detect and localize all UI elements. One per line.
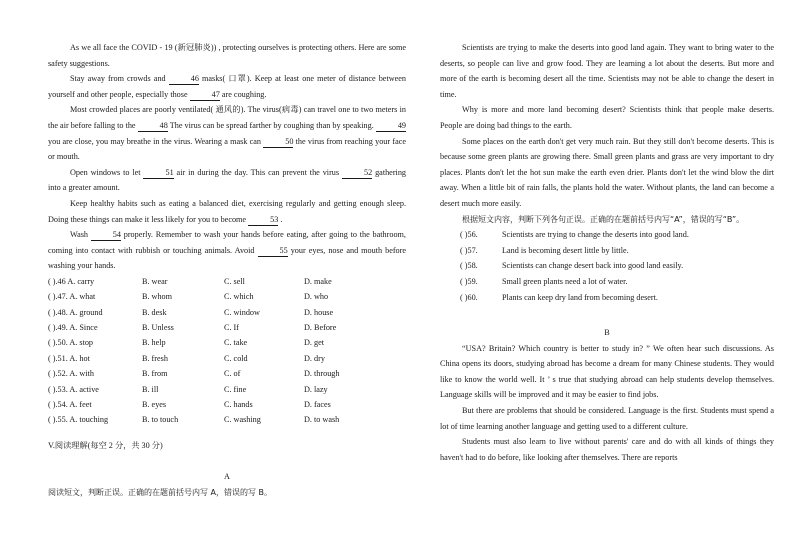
option-choice: C. sell [224, 276, 245, 286]
option-choice: B. from [142, 369, 168, 379]
option-choice: B. eyes [142, 399, 167, 409]
judgement-question [460, 258, 774, 274]
judgement-question [460, 290, 774, 306]
option-choice: C. hands [224, 399, 253, 409]
part-a-label: A [224, 472, 230, 482]
option-row [48, 397, 406, 412]
option-choice: D. house [304, 307, 334, 317]
judgement-question [460, 274, 774, 290]
paragraph-text: The virus can be spread farther by coughing than by speaking. [167, 120, 376, 130]
paragraph-text: air in during the day. This can prevent the virus [173, 167, 342, 177]
question-text: Scientists can change desert back into good land easily. [502, 261, 684, 271]
blank-number: 52 [342, 167, 372, 179]
option-choice: D. who [304, 292, 329, 302]
option-row [48, 335, 406, 350]
option-choice: B. desk [142, 307, 167, 317]
option-choice: B. wear [142, 276, 168, 286]
paragraph-text: the virus from reaching your face or mouth. [48, 136, 406, 162]
option-row [48, 382, 406, 397]
option-choice: C. washing [224, 415, 261, 425]
option-choice: D. through [304, 369, 340, 379]
option-choice: C. If [224, 322, 240, 332]
paragraph-text: Keep healthy habits such as eating a balanced diet, exercising regularly and getting enough sleep. Doing these things can make it less likely for you to become [48, 198, 406, 224]
judgement-question [460, 227, 774, 243]
paragraph-text: Wash [70, 230, 91, 240]
cloze-paragraph [48, 165, 406, 196]
option-choice: C. fine [224, 384, 247, 394]
paragraph-text: Most crowded places are poorly ventilated( 通风的). The virus(病毒) can travel one to two meters in the air before falling to the [48, 105, 406, 130]
paragraph-text: masks( 口罩). Keep at least one meter of distance between yourself and other people, especially those [48, 74, 406, 99]
answer-bracket: ( )56. [460, 230, 478, 240]
question-option-a: ( ).51. A. hot [48, 353, 90, 363]
cloze-paragraph [48, 227, 406, 274]
paragraph-text: Stay away from crowds and [70, 74, 169, 84]
option-row [48, 305, 406, 320]
question-text: Small green plants need a lot of water. [502, 276, 628, 286]
blank-number: 53 [248, 214, 278, 226]
cloze-paragraph [48, 196, 406, 227]
passage-b-paragraph: Students must also learn to live without parents' care and do with all kinds of things they haven't had to do before, like looking after themselves. There are reports [440, 437, 774, 462]
answer-bracket: ( )60. [460, 292, 478, 302]
blank-number: 46 [169, 73, 199, 85]
blank-number: 47 [190, 89, 220, 101]
paragraph-text: are coughing. [219, 89, 267, 99]
question-option-a: ( ).46 A. carry [48, 276, 95, 286]
paragraph-text: your eyes, nose and mouth before washing your hands. [48, 245, 407, 271]
option-choice: D. lazy [304, 384, 328, 394]
blank-number: 49 [376, 120, 406, 132]
option-choice: D. get [304, 338, 325, 348]
question-option-a: ( ).50. A. stop [48, 338, 94, 348]
blank-number: 55 [258, 245, 288, 257]
cloze-paragraph [48, 40, 406, 71]
option-choice: C. of [224, 369, 241, 379]
answer-bracket: ( )59. [460, 276, 478, 286]
question-option-a: ( ).49. A. Since [48, 322, 98, 332]
passage-a-paragraph: Scientists are trying to make the deserts into good land again. They want to bring water to the deserts, so people can live and grow food. They are learning a lot about the deserts. But more and more of the earth is becoming desert all the time. Scientists may not be able to change the desert in time. [440, 43, 774, 99]
option-choice: D. to wash [304, 415, 340, 425]
question-text: Scientists are trying to change the deserts into good land. [502, 230, 689, 240]
judgement-instruction: 根据短文内容，判断下列各句正误。正确的在题前括号内写“A”，错误的写“B”。 [462, 214, 745, 224]
passage-a-paragraph: Some places on the earth don't get very much rain. But they still don't become deserts. This is because some green plants are growing there. Small green plants and grass are very important to dry places. Plants don't let the hot sun make the earth even drier. Plants don't let the wind blow the dirt away. When a little bit of rain falls, the plants hold the water. Without plants, the land can become a desert much more easily. [440, 136, 774, 208]
question-option-a: ( ).52. A. with [48, 369, 94, 379]
left-column [48, 40, 406, 501]
paragraph-text: As we all face the COVID - 19 (新冠肺炎)) , protecting ourselves is protecting others. Here are some safety suggestions. [48, 43, 406, 68]
option-choice: C. take [224, 338, 248, 348]
blank-number: 51 [143, 167, 173, 179]
paragraph-text: gathering into a greater amount. [48, 167, 407, 193]
judgement-question [460, 243, 774, 259]
option-choice: C. window [224, 307, 260, 317]
section-heading: V.阅读理解(每空 2 分，共 30 分) [48, 440, 163, 450]
passage-b-paragraph: But there are problems that should be considered. Language is the first. Students must spend a lot of time learning another language and getting used to a different culture. [440, 406, 774, 431]
option-choice: D. faces [304, 399, 331, 409]
option-choice: B. help [142, 338, 166, 348]
paragraph-text: properly. Remember to wash your hands before eating, after going to the bathroom, coming into contact with rubbish or touching animals. Avoid [48, 230, 406, 255]
blank-number: 48 [138, 120, 168, 132]
blank-number: 54 [91, 229, 121, 241]
question-option-a: ( ).53. A. active [48, 384, 99, 394]
option-choice: B. fresh [142, 353, 168, 363]
blank-number: 50 [263, 136, 293, 148]
answer-bracket: ( )58. [460, 261, 478, 271]
question-option-a: ( ).54. A. feet [48, 399, 92, 409]
option-row [48, 351, 406, 366]
option-choice: C. cold [224, 353, 248, 363]
option-choice: B. ill [142, 384, 159, 394]
judgement-questions [460, 227, 774, 305]
question-option-a: ( ).55. A. touching [48, 415, 109, 425]
option-row [48, 289, 406, 304]
paragraph-text: . [278, 214, 283, 224]
question-option-a: ( ).47. A. what [48, 292, 96, 302]
part-a-instruction: 阅读短文，判断正误。正确的在题前括号内写 A，错误的写 B。 [48, 488, 273, 497]
option-choice: D. Before [304, 322, 337, 332]
paragraph-text: Open windows to let [70, 167, 144, 177]
passage-a-paragraph: Why is more and more land becoming desert? Scientists think that people make deserts. People are doing bad things to the earth. [440, 105, 774, 130]
option-choice: D. make [304, 276, 332, 286]
paragraph-text: you are close, you may breathe in the virus. Wearing a mask can [48, 136, 264, 146]
option-choice: B. Unless [142, 322, 174, 332]
part-b-label: B [604, 328, 610, 338]
option-choice: C. which [224, 292, 254, 302]
option-choice: B. to touch [142, 415, 179, 425]
option-row [48, 320, 406, 335]
option-row [48, 366, 406, 381]
option-choice: D. dry [304, 353, 325, 363]
option-row [48, 412, 406, 427]
right-column [440, 40, 774, 465]
question-text: Plants can keep dry land from becoming desert. [502, 292, 658, 302]
cloze-paragraph [48, 71, 406, 102]
option-row [48, 274, 406, 289]
question-text: Land is becoming desert little by little. [502, 245, 629, 255]
question-option-a: ( ).48. A. ground [48, 307, 103, 317]
cloze-options [48, 274, 406, 428]
option-choice: B. whom [142, 292, 173, 302]
cloze-paragraph [48, 102, 406, 164]
passage-b-paragraph: “USA? Britain? Which country is better to study in? ” We often hear such discussions. As China opens its doors, studying abroad has become a dream for many Chinese students. They would like to know the world well. It ’ s true that studying abroad can help students develop themselves. Language skills will be improved and it may be easier to find jobs. [440, 343, 774, 400]
cloze-passage [48, 40, 406, 274]
answer-bracket: ( )57. [460, 245, 478, 255]
